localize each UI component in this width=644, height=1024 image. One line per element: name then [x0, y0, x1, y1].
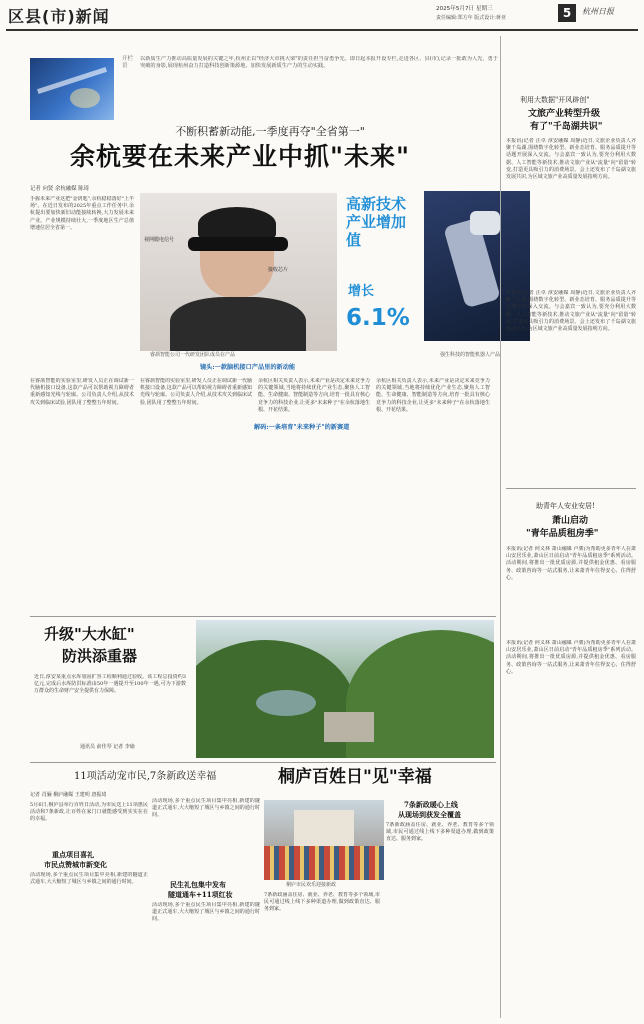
flood-byline: 通讯员 俞佳琴 记者 李瑜 — [80, 744, 135, 750]
lead-headline: 余杭要在未来产业中抓"未来" — [70, 142, 411, 171]
issue-editor: 责任编辑:郑方年 版式设计:蒋亚 — [436, 15, 506, 21]
right2-headline-1: 萧山启动 — [552, 516, 589, 526]
page-number: 5 — [558, 4, 576, 22]
smart-glasses — [188, 237, 288, 251]
building — [294, 810, 354, 846]
banner-glow — [70, 88, 100, 108]
tonglu-sub2: 民生礼包集中发布 — [170, 880, 226, 889]
tonglu-body-3: 活动现场,多个重点民生项目集中亮相,新建的隧道正式通车,大大缩短了城区与乡镇之间的通行时间。 — [152, 798, 260, 819]
flood-divider — [30, 762, 496, 763]
tonglu-body-5: 7条新政涵盖住房、就业、养老、教育等多个领域,市民可通过线上线下多种渠道办理,做到政策直达、服务到家。 — [264, 892, 380, 913]
flood-headline-2: 防洪添重器 — [62, 647, 138, 665]
right2-body: 本报讯(记者 何义林 萧山融媒 卢骏)为帮助更多青年人在萧山安居乐业,萧山区日前启动"青年品质租房季"系列活动。活动期间,将推出一批优质房源,并提供租金优惠、看房服务、政策咨询等一站式服务,让来萧青年住得安心、住得舒心。 — [506, 546, 636, 581]
stat-panel — [344, 193, 418, 347]
photo-label-retina: 视网膜电信号 — [144, 237, 175, 243]
lead-subhead-1: 镜头:一款脑机接口产品里的新动能 — [200, 364, 296, 371]
dam-wall — [324, 712, 374, 742]
tonglu-body-4: 活动现场,多个重点民生项目集中亮相,新建的隧道正式通车,大大缩短了城区与乡镇之间的通行时间。 — [152, 902, 260, 923]
flood-headline-1: 升级"大水缸" — [44, 625, 135, 643]
tonglu-body-6: 7条新政涵盖住房、就业、养老、教育等多个领域,市民可通过线上线下多种渠道办理,做到政策直达、服务到家。 — [386, 822, 494, 843]
lead-photo-caption: 睿颉智能公司一代研发团队成员在产品 — [150, 352, 236, 358]
lead-divider — [30, 616, 496, 617]
tonglu-headline: 桐庐百姓日"见"幸福 — [278, 767, 432, 787]
lead-body-col1: 手握未来产业这把"金钥匙",余杭稳稳落好"上半场"。在近日发布的2025年重点工作任务中,余杭提出要加快新旧动能接续转换,大力发展未来产业。产业规模持续壮大,一季度地区生产总值增速位居全省第一。 — [30, 196, 134, 231]
stat-label: 高新技术产业增加值 — [346, 195, 407, 249]
tonglu-sub1b: 市民点赞城市新变化 — [44, 860, 107, 869]
column-label: 开栏语 — [122, 56, 134, 69]
right2-kicker: 助青年人安业安居! — [536, 502, 595, 510]
tonglu-photo-caption: 桐庐市民欢乐迎接新政 — [286, 882, 337, 888]
right1-body-cont: 本报讯(记者 汪卓 淳安融媒 周静)近日,文旅企业负责人齐聚千岛湖,围绕数字化转型、新业态培育、服务品质提升等话题开展深入交流。与会嘉宾一致认为,要充分利用大数据、人工智能等新技术,推动文旅产业从"流量"向"留量"转变,打造更具吸引力的消费场景。会上还发布了千岛湖文旅发展共识,为区域文旅产业高质量发展指明方向。 — [506, 290, 636, 333]
crowd — [264, 846, 384, 880]
tonglu-photo — [264, 800, 384, 880]
lead-body-col3: 在睿颉智能的实验室里,研发人员正在调试新一代脑机接口设备,这款产品可以帮助视力障碍者重新感知光线与轮廓。公司负责人介绍,从技术攻关到临床试验,团队用了整整五年时间。 — [140, 378, 252, 406]
tonglu-sub3: 7条新政暖心上线 — [404, 800, 458, 809]
reservoir-water — [256, 690, 316, 716]
tonglu-body-2: 活动现场,多个重点民生项目集中亮相,新建的隧道正式通车,大大缩短了城区与乡镇之间的通行时间。 — [30, 872, 148, 886]
person-body — [170, 297, 306, 351]
photo-label-chip: 接收芯片 — [268, 267, 289, 273]
robot-hand — [470, 211, 500, 235]
paper-logo: 杭州日报 — [582, 7, 614, 16]
stat-value: 6.1% — [346, 305, 410, 331]
right1-body: 本报讯(记者 汪卓 淳安融媒 周静)近日,文旅企业负责人齐聚千岛湖,围绕数字化转型、新业态培育、服务品质提升等话题开展深入交流。与会嘉宾一致认为,要充分利用大数据、人工智能等新技术,推动文旅产业从"流量"向"留量"转变,打造更具吸引力的消费场景。会上还发布了千岛湖文旅发展共识,为区域文旅产业高质量发展指明方向。 — [506, 138, 636, 181]
lead-body-col5: 余杭区相关负责人表示,未来产业是决定未来竞争力的关键领域,当地将持续优化产业生态,聚焦人工智能、生命健康、智能制造等方向,培育一批具有核心竞争力的科技企业,让更多"未来种子"在余杭落地生根、开花结果。 — [376, 378, 490, 413]
right-divider — [506, 488, 636, 489]
right1-kicker: 利用大数据"开风辟创" — [520, 96, 590, 104]
tonglu-byline: 记者 肖骊 桐庐融媒 王建明 唐振琦 — [30, 792, 107, 798]
lead-kicker: 不断积蓄新动能,一季度再夺"全省第一" — [175, 125, 365, 138]
banner-streak — [37, 67, 107, 94]
lead-body-col4: 余杭区相关负责人表示,未来产业是决定未来竞争力的关键领域,当地将持续优化产业生态,聚焦人工智能、生命健康、智能制造等方向,培育一批具有核心竞争力的科技企业,让更多"未来种子"在余杭落地生根、开花结果。 — [258, 378, 370, 413]
right2-headline-2: "青年品质租房季" — [526, 529, 599, 539]
right1-headline-2: 有了"千岛湖共识" — [530, 122, 603, 132]
masthead-rule — [6, 29, 638, 31]
person-hair — [198, 207, 276, 241]
tonglu-body-1: 5月6日,桐庐县举行百姓日活动,为市民送上11项惠民活动和7条新政,让百姓在家门口就能感受到实实在在的幸福。 — [30, 802, 148, 823]
lead-byline: 记者 向贤 余杭融媒 陈琦 — [30, 186, 90, 192]
flood-body: 近日,淳安某重点水库加固扩容工程顺利通过验收。该工程总投资约3亿元,完成后水库防洪标准由50年一遇提升至100年一遇,可为下游数万群众的生命财产安全提供有力保障。 — [34, 674, 186, 695]
stat-growth-label: 增长 — [348, 284, 375, 299]
lead-photo — [140, 193, 337, 351]
column-banner-image — [30, 58, 114, 120]
right2-body-cont: 本报讯(记者 何义林 萧山融媒 卢骏)为帮助更多青年人在萧山安居乐业,萧山区日前启动"青年品质租房季"系列活动。活动期间,将推出一批优质房源,并提供租金优惠、看房服务、政策咨询等一站式服务,让来萧青年住得安心、住得舒心。 — [506, 640, 636, 675]
robot-photo-caption: 强生科技的智能机器人产品 — [440, 352, 501, 358]
tonglu-sub3b: 从现场到获发全覆盖 — [398, 810, 461, 819]
issue-date: 2025年5月7日 星期三 — [436, 6, 493, 12]
tonglu-sub2b: 隧道通车+11项红妆 — [168, 890, 233, 899]
lead-body-col2: 在睿颉智能的实验室里,研发人员正在调试新一代脑机接口设备,这款产品可以帮助视力障碍者重新感知光线与轮廓。公司负责人介绍,从技术攻关到临床试验,团队用了整整五年时间。 — [30, 378, 134, 406]
tonglu-sub1: 重点项目喜礼 — [52, 850, 94, 859]
column-intro: 以新质生产力推动高质量发展的关键之年,杭州正以"经济大市挑大梁"的责任担当奋勇争先。即日起本报开设专栏,走进各区、县(市),记录一批敢为人先、勇于突破的身影,展现杭州奋力打造科技创新策源地、加快发展新质生产力的生动实践。 — [140, 56, 498, 70]
right1-headline-1: 文旅产业转型升级 — [528, 109, 601, 119]
section-title: 区县(市)新闻 — [8, 7, 110, 26]
reservoir-photo — [196, 620, 494, 758]
lead-subhead-2: 解码:一条培育"未来种子"的新赛道 — [254, 424, 350, 431]
right-column-divider — [500, 36, 501, 1018]
tonglu-kicker: 11项活动宠市民,7条新政送幸福 — [74, 771, 217, 782]
